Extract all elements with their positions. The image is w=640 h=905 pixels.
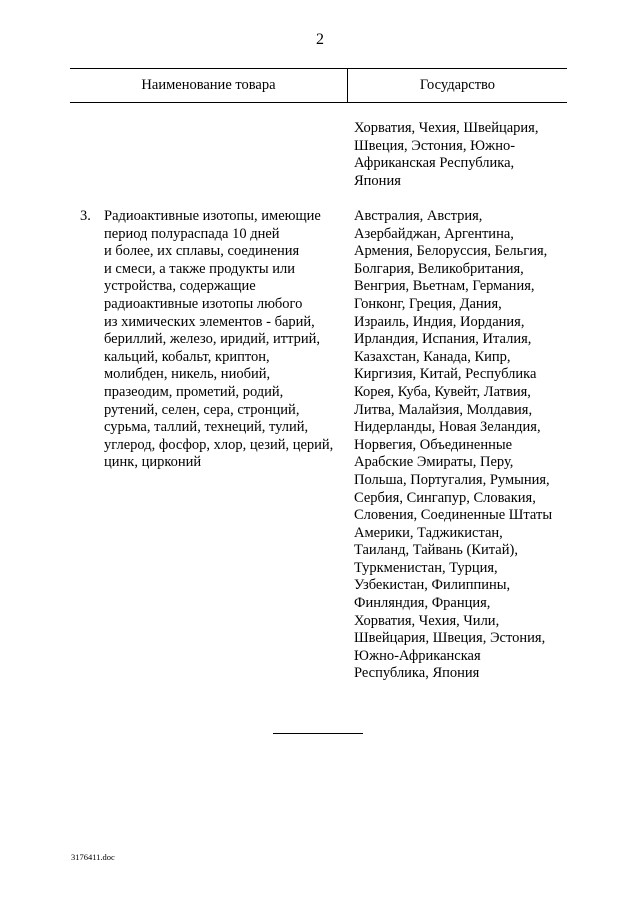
country-line: Узбекистан, Филиппины, (354, 577, 511, 594)
row-number: 3. (80, 208, 91, 224)
description-line: молибден, никель, ниобий, (104, 366, 271, 383)
description-line: бериллий, железо, иридий, иттрий, (104, 331, 321, 348)
country-list (354, 208, 552, 683)
description-line: сурьма, таллий, технеций, тулий, (104, 419, 309, 436)
country-line: Хорватия, Чехия, Швейцария, (354, 120, 539, 136)
header-product-label: Наименование товара (141, 77, 276, 93)
description-line: период полураспада 10 дней (104, 225, 280, 242)
header-country-label: Государство (419, 77, 496, 93)
description-line: радиоактивные изотопы любого (104, 295, 303, 312)
continued-country-list (354, 120, 538, 190)
country-line: Армения, Белоруссия, Бельгия, (354, 243, 548, 260)
description-line: из химических элементов - барий, (104, 313, 315, 330)
country-line: Таиланд, Тайвань (Китай), (354, 542, 518, 559)
country-line: Болгария, Великобритания, (354, 260, 524, 277)
description-line: углерод, фосфор, хлор, цезий, церий, (104, 436, 334, 453)
country-line: Литва, Малайзия, Молдавия, (354, 401, 533, 418)
country-line: Америки, Таджикистан, (354, 524, 503, 541)
description-line: Радиоактивные изотопы, имеющие (104, 208, 321, 224)
country-line: Киргизия, Китай, Республика (354, 366, 537, 383)
description-line: празеодим, прометий, родий, (104, 383, 284, 400)
country-line: Словения, Соединенные Штаты (354, 507, 553, 524)
description-line: цинк, цирконий (104, 454, 202, 471)
country-line: Финляндия, Франция, (354, 595, 491, 612)
country-line: Республика, Япония (354, 665, 480, 682)
country-line: Швеция, Эстония, Южно- (354, 137, 516, 154)
description-line: и более, их сплавы, соединения (104, 243, 300, 260)
country-line: Ирландия, Испания, Италия, (354, 331, 532, 348)
country-line: Гонконг, Греция, Дания, (354, 295, 502, 312)
description-line: и смеси, а также продукты или (104, 260, 295, 277)
country-line: Сербия, Сингапур, Словакия, (354, 489, 536, 506)
country-line: Польша, Португалия, Румыния, (354, 471, 550, 488)
country-line: Казахстан, Канада, Кипр, (354, 348, 511, 365)
country-line: Швейцария, Швеция, Эстония, (354, 630, 546, 647)
description-line: кальций, кобальт, криптон, (104, 348, 270, 365)
country-line: Арабские Эмираты, Перу, (354, 454, 514, 471)
country-line: Венгрия, Вьетнам, Германия, (354, 278, 535, 295)
country-line: Нидерланды, Новая Зеландия, (354, 419, 541, 436)
table-header (70, 68, 567, 103)
country-line: Африканская Республика, (354, 155, 515, 172)
description-line: рутений, селен, сера, стронций, (104, 401, 300, 418)
page-number: 2 (316, 31, 324, 48)
country-line: Австралия, Австрия, (354, 208, 483, 224)
country-line: Норвегия, Объединенные (354, 436, 513, 453)
description-line: устройства, содержащие (104, 278, 256, 295)
country-line: Южно-Африканская (354, 647, 481, 664)
country-line: Корея, Куба, Кувейт, Латвия, (354, 383, 531, 400)
country-line: Азербайджан, Аргентина, (354, 225, 514, 242)
end-of-document-rule (273, 733, 363, 734)
country-line: Хорватия, Чехия, Чили, (354, 612, 500, 629)
country-line: Япония (354, 172, 401, 189)
country-line: Израиль, Индия, Иордания, (354, 313, 525, 330)
product-description (104, 208, 333, 472)
document-filename: 3176411.doc (71, 852, 115, 862)
country-line: Туркменистан, Турция, (354, 559, 498, 576)
